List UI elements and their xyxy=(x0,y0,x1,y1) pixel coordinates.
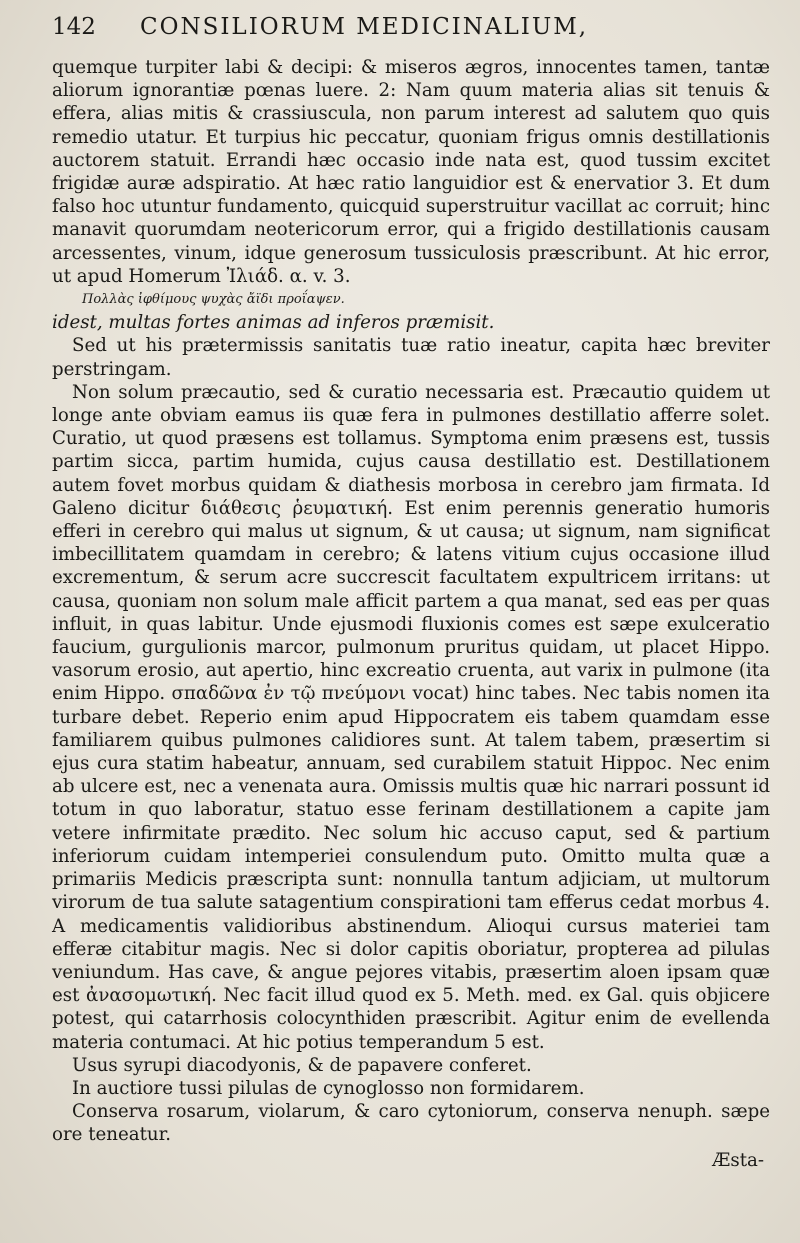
paragraph: idest, multas fortes animas ad inferos præmisit. xyxy=(52,312,495,334)
page-header xyxy=(52,14,770,48)
running-head: CONSILIORUM MEDICINALIUM, xyxy=(140,14,589,40)
paragraph: Usus syrupi diacodyonis, & de papavere conferet. xyxy=(72,1054,532,1076)
page-number: 142 xyxy=(52,14,96,40)
body-text xyxy=(52,56,770,1172)
paragraph: Sed ut his prætermissis sanitatis tuæ ratio ineatur, capita hæc breviter perstringam. xyxy=(52,335,770,380)
catchword: Æsta- xyxy=(712,1149,764,1171)
paragraph: quemque turpiter labi & decipi: & miseros ægros, innocentes tamen, tantæ aliorum ignorantiæ pœnas luere. 2: Nam quum materia alias sit tenuis & effera, alias mitis & crassiuscula, non parum interest ad salutem quo quis remedio utatur. Et turpius hic peccatur, quoniam frigus omnis destillationis auctorem statuit. Errandi hæc occasio inde nata est, quod tussim excitet frigidæ auræ adspiratio. At hæc ratio languidior est & enervatior 3. Et dum falso hoc utuntur fundamento, quicquid superstruitur vacillat ac corruit; hinc manavit quorumdam neotericorum error, qui a frigido destillationis causam arcessentes, vinum, idque generosum tussiculosis præscribunt. At hic error, ut apud Homerum Ἰλιάδ. α. v. 3. xyxy=(52,57,770,287)
paragraph: Conserva rosarum, violarum, & caro cytoniorum, conserva nenuph. sæpe ore teneatur. xyxy=(52,1101,770,1146)
greek-quotation: Πολλὰς ἰφθίμους ψυχὰς ἄϊδι προΐαψεν. xyxy=(82,292,345,308)
paragraph: In auctiore tussi pilulas de cynoglosso non formidarem. xyxy=(72,1077,585,1099)
paragraph: Non solum præcautio, sed & curatio necessaria est. Præcautio quidem ut longe ante obviam eamus iis quæ fera in pulmones destillatio afferre solet. Curatio, ut quod præsens est tollamus. Symptoma enim præsens est, tussis partim sicca, partim humida, cujus causa destillatio est. Destillationem autem fovet morbus quidam & diathesis morbosa in cerebro jam firmata. Id Galeno dicitur διάθεσις ῥευματική. Est enim perennis generatio humoris efferi in cerebro qui malus ut signum, & ut causa; ut signum, nam significat imbecillitatem quamdam in cerebro; & latens vitium cujus occasione illud excrementum, & serum acre succrescit facultatem expultricem irritans: ut causa, quoniam non solum male afficit partem a qua manat, sed eas per quas influit, in quas labitur. Unde ejusmodi fluxionis comes est sæpe exulceratio faucium, gurgulionis marcor, pulmonum pruritus quidam, ut placet Hippo. vasorum erosio, aut apertio, hinc excreatio cruenta, aut varix in pulmone (ita enim Hippo. σπαδῶνα ἐν τῷ πνεύμονι vocat) hinc tabes. Nec tabis nomen ita turbare debet. Reperio enim apud Hippocratem eis tabem quamdam esse familiarem quibus pulmones calidiores sunt. At talem tabem, præsertim si ejus cura statim habeatur, annuam, sed curabilem statuit Hippoc. Nec enim ab ulcere est, nec a venenata aura. Omissis multis quæ hic narrari possunt id totum in quo laboratur, statuo esse ferinam destillationem a capite jam vetere infirmitate prædito. Nec solum hic accuso caput, sed & partium inferiorum cuidam intemperiei consulendum puto. Omitto multa quæ a primariis Medicis præscripta sunt: nonnulla tantum adjiciam, ut multorum virorum de tua salute satagentium conspirationi tam efferus cedat morbus 4. A medicamentis validioribus abstinendum. Alioqui cursus materiei tam efferæ citabitur magis. Nec si dolor capitis oboriatur, propterea ad pilulas veniundum. Has cave, & angue pejores vitabis, præsertim aloen ipsam quæ est ἀνασομωτική. Nec facit illud quod ex 5. Meth. med. ex Gal. quis objicere potest, qui catarrhosis colocynthiden præscribit. Agitur enim de evellenda materia contumaci. At hic potius temperandum 5 est. xyxy=(52,381,770,1053)
